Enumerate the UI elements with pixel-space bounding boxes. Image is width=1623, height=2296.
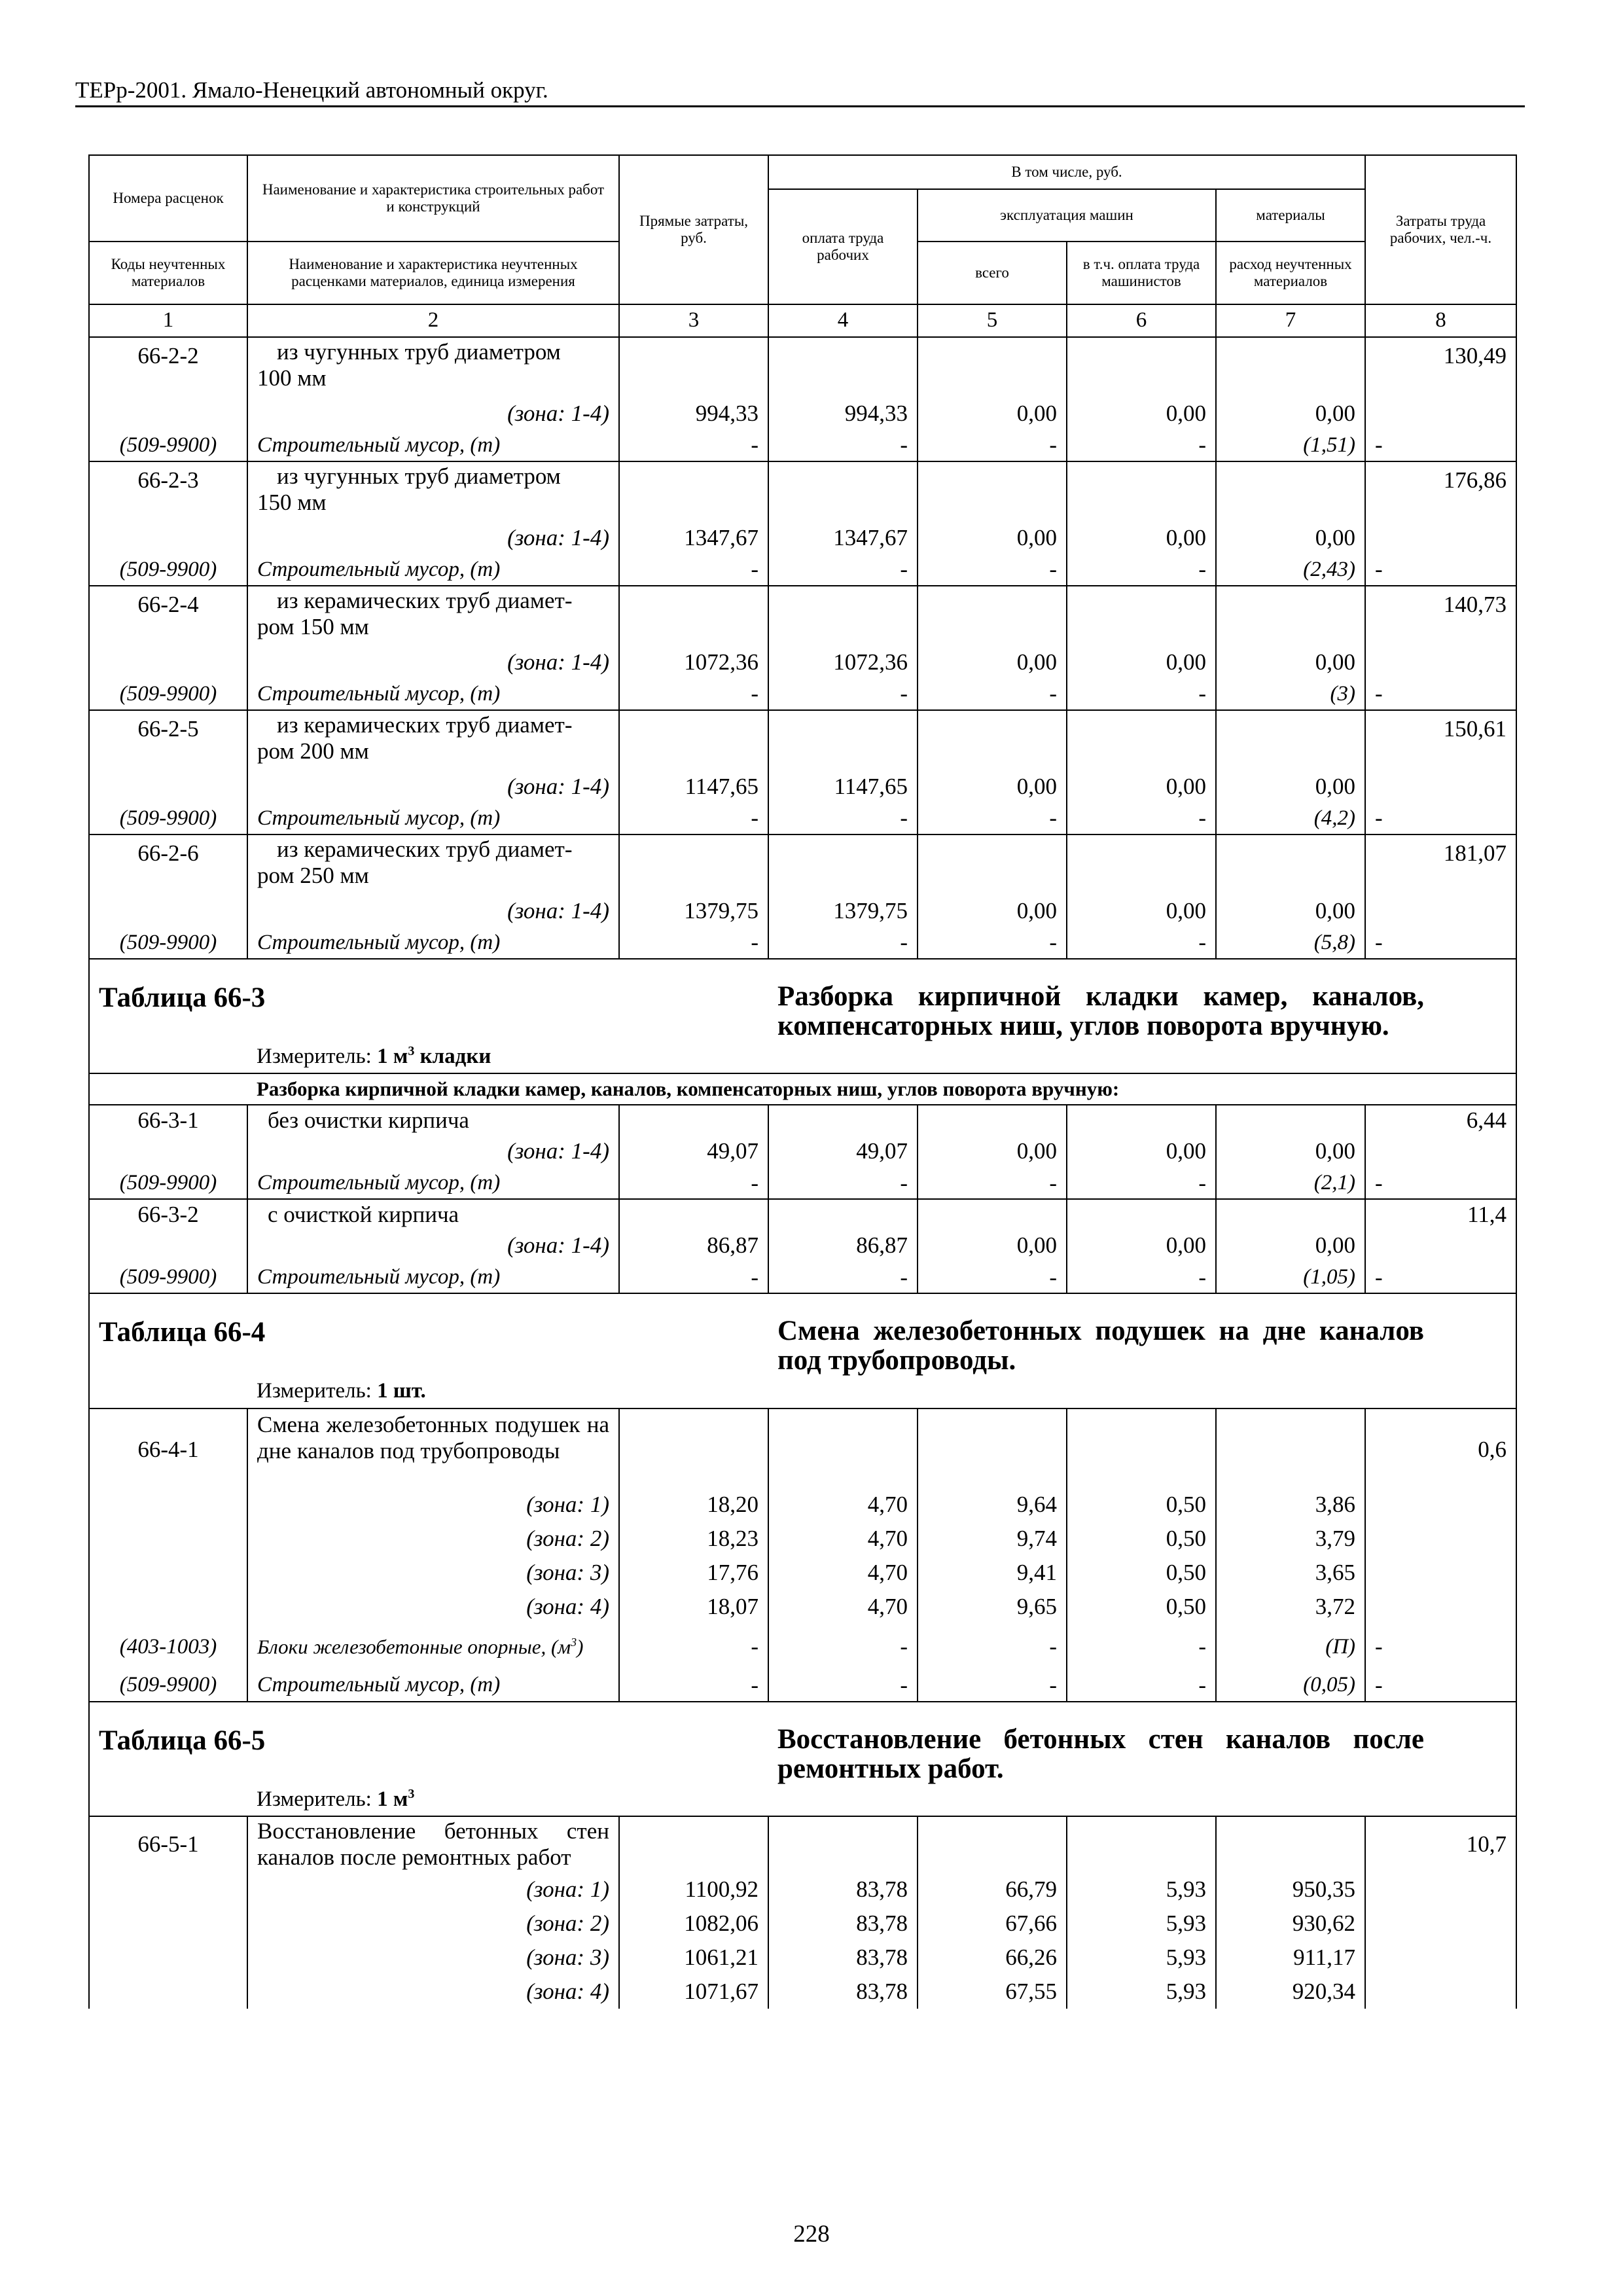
worker-pay: 4,70: [768, 1556, 918, 1590]
machine-cost: 9,41: [918, 1556, 1067, 1590]
direct-cost: 18,20: [619, 1488, 768, 1522]
rate-code: 66-2-5: [89, 710, 247, 770]
zone-label: (зона: 1-4): [247, 1135, 619, 1168]
zone-label: (зона: 1-4): [247, 397, 619, 430]
col-number-4: 4: [768, 304, 918, 337]
machinist-pay: 0,00: [1067, 1135, 1216, 1168]
labor-cost: 181,07: [1365, 834, 1516, 895]
labor-cost: 140,73: [1365, 586, 1516, 646]
dash: -: [1365, 927, 1516, 959]
dash: -: [619, 430, 768, 461]
debris-code: (509-9900): [89, 679, 247, 710]
debris-amount: (1,05): [1216, 1262, 1365, 1293]
machine-cost: 0,00: [918, 1135, 1067, 1168]
machinist-pay: 0,50: [1067, 1556, 1216, 1590]
debris-amount: (2,1): [1216, 1168, 1365, 1199]
rate-code: 66-2-3: [89, 461, 247, 522]
debris-amount: (4,2): [1216, 803, 1365, 834]
col-number-2: 2: [247, 304, 619, 337]
worker-pay: 1379,75: [768, 895, 918, 927]
col-header-work-name: Наименование и характеристика строительных работ и конструкций: [247, 155, 619, 242]
labor-cost: 11,4: [1365, 1199, 1516, 1229]
dash: -: [1365, 1624, 1516, 1670]
direct-cost: 1072,36: [619, 646, 768, 679]
dash: -: [768, 927, 918, 959]
col-header-material-codes: Коды неучтенных материалов: [89, 242, 247, 304]
dash: -: [768, 1262, 918, 1293]
debris-amount: (3): [1216, 679, 1365, 710]
material-cost: 0,00: [1216, 397, 1365, 430]
dash: -: [619, 1624, 768, 1670]
direct-cost: 1100,92: [619, 1873, 768, 1907]
machine-cost: 9,65: [918, 1590, 1067, 1624]
labor-cost: 0,6: [1365, 1408, 1516, 1488]
col-header-material-consumption: расход неучтенных материалов: [1216, 242, 1365, 304]
debris-name: Строительный мусор, (т): [247, 803, 619, 834]
material-cost: 3,72: [1216, 1590, 1365, 1624]
table-66-3-meter: Измеритель: 1 $м^3$ кладки: [247, 1041, 1516, 1073]
machine-cost: 0,00: [918, 397, 1067, 430]
zone-label: (зона: 1-4): [247, 770, 619, 803]
machinist-pay: 5,93: [1067, 1941, 1216, 1975]
direct-cost: 1379,75: [619, 895, 768, 927]
labor-cost: 6,44: [1365, 1105, 1516, 1135]
material-name: Блоки железобетонные опорные, $(м^3)$: [247, 1624, 619, 1670]
worker-pay: 83,78: [768, 1907, 918, 1941]
worker-pay: 994,33: [768, 397, 918, 430]
col-header-direct-costs: Прямые затраты, руб.: [619, 155, 768, 304]
table-66-3-name: Таблица 66-3: [89, 959, 768, 1041]
machine-cost: 9,74: [918, 1522, 1067, 1556]
machine-cost: 67,66: [918, 1907, 1067, 1941]
material-cost: 0,00: [1216, 646, 1365, 679]
col-header-machine-operation: эксплуатация машин: [918, 189, 1216, 242]
labor-cost: 10,7: [1365, 1816, 1516, 1873]
table-66-4-title: Смена железобетонных подушек на дне каналов под трубопроводы.: [768, 1293, 1516, 1375]
col-number-7: 7: [1216, 304, 1365, 337]
dash: -: [1067, 1168, 1216, 1199]
dash: -: [619, 927, 768, 959]
machinist-pay: 0,50: [1067, 1590, 1216, 1624]
dash: -: [619, 1670, 768, 1702]
machinist-pay: 5,93: [1067, 1873, 1216, 1907]
debris-amount: (1,51): [1216, 430, 1365, 461]
dash: -: [619, 679, 768, 710]
worker-pay: 1072,36: [768, 646, 918, 679]
machinist-pay: 0,00: [1067, 770, 1216, 803]
dash: -: [619, 554, 768, 586]
col-header-materials: материалы: [1216, 189, 1365, 242]
machinist-pay: 5,93: [1067, 1907, 1216, 1941]
rate-description: Восстановление бетонных стен каналов после ремонтных работ: [247, 1816, 619, 1873]
page-number: 228: [793, 2221, 830, 2248]
dash: -: [619, 1168, 768, 1199]
rates-table: [88, 154, 1517, 2009]
dash: -: [918, 1168, 1067, 1199]
dash: -: [918, 1624, 1067, 1670]
worker-pay: 49,07: [768, 1135, 918, 1168]
col-number-8: 8: [1365, 304, 1516, 337]
debris-code: (509-9900): [89, 554, 247, 586]
material-code: (403-1003): [89, 1624, 247, 1670]
dash: -: [1067, 1670, 1216, 1702]
dash: -: [918, 1670, 1067, 1702]
machine-cost: 0,00: [918, 646, 1067, 679]
dash: -: [1365, 430, 1516, 461]
worker-pay: 4,70: [768, 1590, 918, 1624]
dash: -: [918, 803, 1067, 834]
machine-cost: 66,79: [918, 1873, 1067, 1907]
debris-name: Строительный мусор, (т): [247, 554, 619, 586]
material-cost: 0,00: [1216, 895, 1365, 927]
dash: -: [918, 679, 1067, 710]
debris-name: Строительный мусор, (т): [247, 927, 619, 959]
labor-cost: 130,49: [1365, 337, 1516, 397]
col-header-machine-total: всего: [918, 242, 1067, 304]
dash: -: [768, 1168, 918, 1199]
dash: -: [1365, 1670, 1516, 1702]
rate-description: Смена железобетонных подушек на дне каналов под трубопроводы: [247, 1408, 619, 1488]
direct-cost: 49,07: [619, 1135, 768, 1168]
zone-label: (зона: 3): [247, 1941, 619, 1975]
machine-cost: 67,55: [918, 1975, 1067, 2009]
debris-code: (509-9900): [89, 1262, 247, 1293]
rate-description: с очисткой кирпича: [247, 1199, 619, 1229]
material-cost: 3,65: [1216, 1556, 1365, 1590]
rate-description: из керамических труб диамет- ром 250 мм: [247, 834, 619, 895]
material-cost: 911,17: [1216, 1941, 1365, 1975]
machinist-pay: 0,00: [1067, 646, 1216, 679]
debris-name: Строительный мусор, (т): [247, 679, 619, 710]
dash: -: [918, 1262, 1067, 1293]
dash: -: [1067, 1624, 1216, 1670]
material-cost: 920,34: [1216, 1975, 1365, 2009]
material-cost: 950,35: [1216, 1873, 1365, 1907]
worker-pay: 4,70: [768, 1522, 918, 1556]
zone-label: (зона: 4): [247, 1590, 619, 1624]
material-cost: 3,86: [1216, 1488, 1365, 1522]
zone-label: (зона: 3): [247, 1556, 619, 1590]
machine-cost: 0,00: [918, 1229, 1067, 1262]
rate-description: без очистки кирпича: [247, 1105, 619, 1135]
machine-cost: 0,00: [918, 895, 1067, 927]
machine-cost: 0,00: [918, 522, 1067, 554]
direct-cost: 18,07: [619, 1590, 768, 1624]
machine-cost: 0,00: [918, 770, 1067, 803]
worker-pay: 83,78: [768, 1975, 918, 2009]
col-header-worker-pay: оплата труда рабочих: [768, 189, 918, 304]
zone-label: (зона: 1-4): [247, 646, 619, 679]
dash: -: [1365, 1168, 1516, 1199]
dash: -: [619, 1262, 768, 1293]
debris-name: Строительный мусор, (т): [247, 1262, 619, 1293]
direct-cost: 1082,06: [619, 1907, 768, 1941]
dash: -: [918, 430, 1067, 461]
dash: -: [1365, 1262, 1516, 1293]
debris-code: (509-9900): [89, 1168, 247, 1199]
dash: -: [1365, 554, 1516, 586]
dash: -: [768, 679, 918, 710]
zone-label: (зона: 1-4): [247, 895, 619, 927]
dash: -: [1067, 430, 1216, 461]
dash: -: [768, 554, 918, 586]
debris-name: Строительный мусор, (т): [247, 1670, 619, 1702]
debris-code: (509-9900): [89, 803, 247, 834]
debris-code: (509-9900): [89, 1670, 247, 1702]
col-header-including: В том числе, руб.: [768, 155, 1365, 189]
material-amount: (П): [1216, 1624, 1365, 1670]
machinist-pay: 0,00: [1067, 522, 1216, 554]
zone-label: (зона: 1): [247, 1488, 619, 1522]
rate-code: 66-2-2: [89, 337, 247, 397]
worker-pay: 83,78: [768, 1941, 918, 1975]
rate-description: из керамических труб диамет- ром 200 мм: [247, 710, 619, 770]
labor-cost: 150,61: [1365, 710, 1516, 770]
direct-cost: 1347,67: [619, 522, 768, 554]
debris-amount: (0,05): [1216, 1670, 1365, 1702]
col-header-rate-numbers: Номера расценок: [89, 155, 247, 242]
table-66-4-name: Таблица 66-4: [89, 1293, 768, 1375]
header-rule: [75, 105, 1525, 107]
direct-cost: 18,23: [619, 1522, 768, 1556]
dash: -: [1067, 554, 1216, 586]
dash: -: [1067, 927, 1216, 959]
dash: -: [1365, 679, 1516, 710]
rate-code: 66-3-1: [89, 1105, 247, 1135]
machinist-pay: 0,00: [1067, 895, 1216, 927]
debris-amount: (5,8): [1216, 927, 1365, 959]
col-number-5: 5: [918, 304, 1067, 337]
col-number-3: 3: [619, 304, 768, 337]
dash: -: [768, 1624, 918, 1670]
rate-description: из чугунных труб диаметром 150 мм: [247, 461, 619, 522]
dash: -: [918, 927, 1067, 959]
debris-name: Строительный мусор, (т): [247, 430, 619, 461]
zone-label: (зона: 4): [247, 1975, 619, 2009]
zone-label: (зона: 2): [247, 1907, 619, 1941]
debris-code: (509-9900): [89, 927, 247, 959]
dash: -: [1067, 1262, 1216, 1293]
machinist-pay: 5,93: [1067, 1975, 1216, 2009]
direct-cost: 17,76: [619, 1556, 768, 1590]
worker-pay: 1147,65: [768, 770, 918, 803]
worker-pay: 86,87: [768, 1229, 918, 1262]
rate-code: 66-3-2: [89, 1199, 247, 1229]
dash: -: [768, 430, 918, 461]
col-number-1: 1: [89, 304, 247, 337]
material-cost: 0,00: [1216, 522, 1365, 554]
direct-cost: 1061,21: [619, 1941, 768, 1975]
rate-code: 66-5-1: [89, 1816, 247, 1873]
table-66-5-name: Таблица 66-5: [89, 1702, 768, 1784]
material-cost: 0,00: [1216, 770, 1365, 803]
direct-cost: 1147,65: [619, 770, 768, 803]
machinist-pay: 0,50: [1067, 1488, 1216, 1522]
table-66-3-banner: Разборка кирпичной кладки камер, каналов, компенсаторных ниш, углов поворота вручную:: [247, 1073, 1516, 1105]
worker-pay: 83,78: [768, 1873, 918, 1907]
table-66-5-meter: Измеритель: 1 $м^3$: [247, 1784, 1516, 1816]
rate-description: из чугунных труб диаметром 100 мм: [247, 337, 619, 397]
rate-description: из керамических труб диамет- ром 150 мм: [247, 586, 619, 646]
direct-cost: 994,33: [619, 397, 768, 430]
worker-pay: 4,70: [768, 1488, 918, 1522]
page-header: ТЕРр-2001. Ямало-Ненецкий автономный округ.: [75, 77, 548, 103]
col-header-machinist-pay: в т.ч. оплата труда машинистов: [1067, 242, 1216, 304]
zone-label: (зона: 2): [247, 1522, 619, 1556]
direct-cost: 86,87: [619, 1229, 768, 1262]
col-header-labor-costs: Затраты труда рабочих, чел.-ч.: [1365, 155, 1516, 304]
dash: -: [1067, 679, 1216, 710]
material-cost: 0,00: [1216, 1135, 1365, 1168]
dash: -: [768, 1670, 918, 1702]
zone-label: (зона: 1): [247, 1873, 619, 1907]
dash: -: [1365, 803, 1516, 834]
machine-cost: 66,26: [918, 1941, 1067, 1975]
worker-pay: 1347,67: [768, 522, 918, 554]
labor-cost: 176,86: [1365, 461, 1516, 522]
debris-amount: (2,43): [1216, 554, 1365, 586]
zone-label: (зона: 1-4): [247, 1229, 619, 1262]
rate-code: 66-2-4: [89, 586, 247, 646]
material-cost: 0,00: [1216, 1229, 1365, 1262]
direct-cost: 1071,67: [619, 1975, 768, 2009]
machine-cost: 9,64: [918, 1488, 1067, 1522]
material-cost: 930,62: [1216, 1907, 1365, 1941]
col-number-6: 6: [1067, 304, 1216, 337]
table-66-4-meter: Измеритель: 1 шт.: [247, 1376, 1516, 1408]
dash: -: [768, 803, 918, 834]
table-66-5-title: Восстановление бетонных стен каналов после ремонтных работ.: [768, 1702, 1516, 1784]
dash: -: [1067, 803, 1216, 834]
rate-code: 66-4-1: [89, 1408, 247, 1488]
table-66-3-title: Разборка кирпичной кладки камер, каналов, компенсаторных ниш, углов поворота вручную.: [768, 959, 1516, 1041]
zone-label: (зона: 1-4): [247, 522, 619, 554]
col-header-material-names: Наименование и характеристика неучтенных расценками материалов, единица измерения: [247, 242, 619, 304]
machinist-pay: 0,00: [1067, 1229, 1216, 1262]
material-cost: 3,79: [1216, 1522, 1365, 1556]
machinist-pay: 0,00: [1067, 397, 1216, 430]
dash: -: [918, 554, 1067, 586]
debris-name: Строительный мусор, (т): [247, 1168, 619, 1199]
debris-code: (509-9900): [89, 430, 247, 461]
rate-code: 66-2-6: [89, 834, 247, 895]
dash: -: [619, 803, 768, 834]
machinist-pay: 0,50: [1067, 1522, 1216, 1556]
